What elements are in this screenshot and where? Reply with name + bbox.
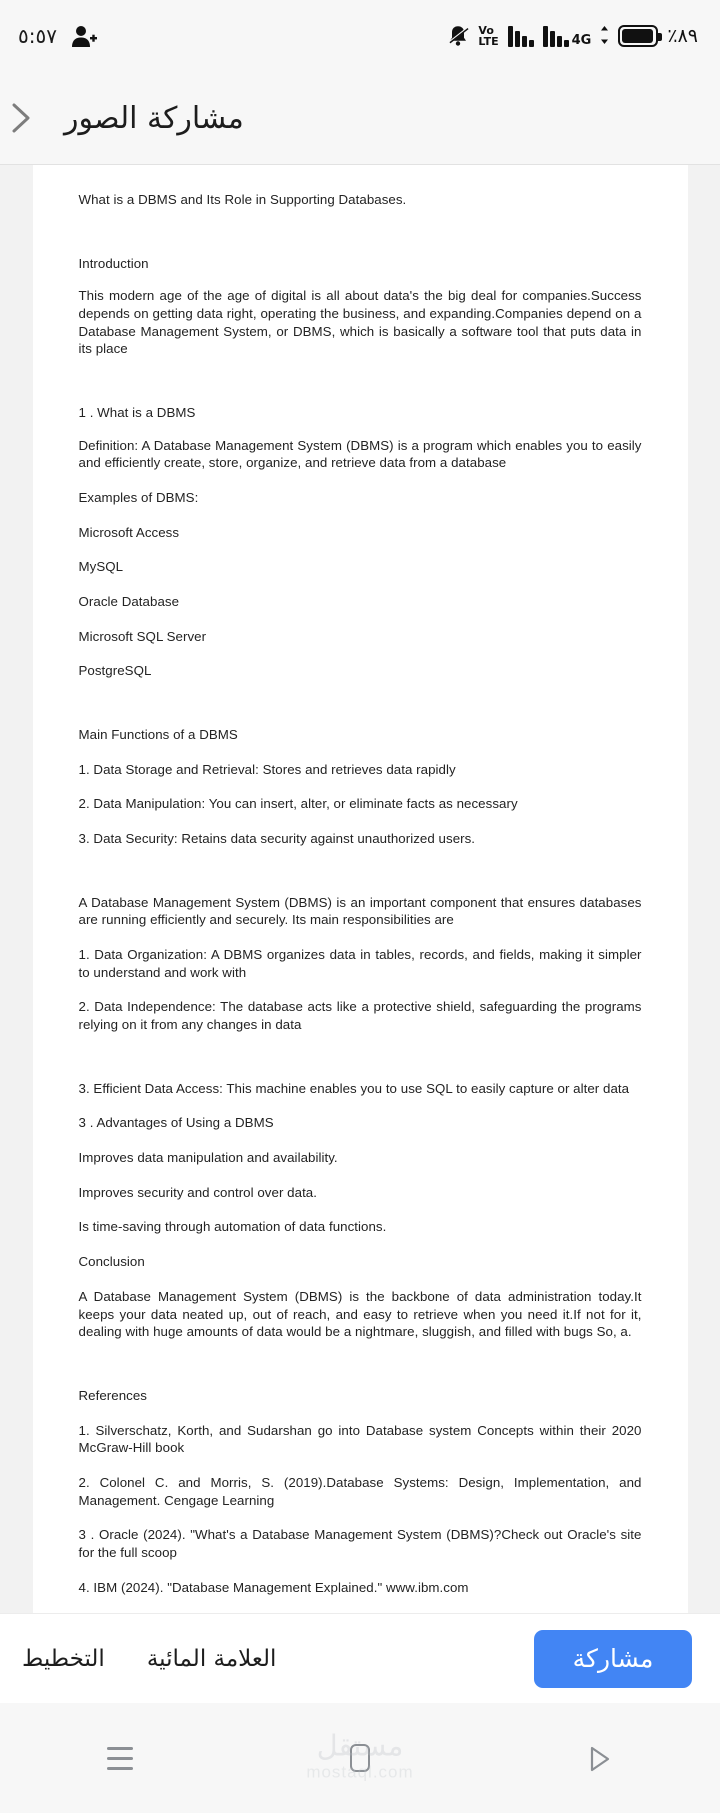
volte-icon <box>478 25 498 47</box>
reference-item: 4. IBM (2024). "Database Management Explained." www.ibm.com <box>78 1579 469 1595</box>
network-type-label: 4G <box>571 33 592 48</box>
app-bar <box>0 72 720 164</box>
document-viewport[interactable] <box>0 164 720 1613</box>
volte-line-1: Vo <box>478 24 494 37</box>
list-item: Microsoft SQL Server <box>78 628 207 644</box>
battery-percent-label: ٪٨٩ <box>667 25 698 47</box>
list-item: Improves security and control over data. <box>78 1184 317 1200</box>
reference-item: 1. Silverschatz, Korth, and Sudarshan go into Database system Concepts within their 2020 McGraw-Hill book <box>78 1422 642 1456</box>
list-item: 3. Data Security: Retains data security against unauthorized users. <box>78 831 476 847</box>
list-item: Improves data manipulation and availability. <box>78 1150 338 1166</box>
paragraph-definition: Definition: A Database Management System (DBMS) is a program which enables you to easily and efficiently create, store, organize, and retrieve data from a database <box>78 437 642 471</box>
list-item: PostgreSQL <box>78 663 152 679</box>
paragraph-conclusion: A Database Management System (DBMS) is the backbone of data administration today.It keeps your data neated up, out of reach, and easy to retrieve when you need it.If not for it, dealing with huge amounts of data would be a nightmare, sluggish, and filled with bugs So, a. <box>78 1288 642 1340</box>
signal-bars-icon <box>543 25 569 47</box>
volte-line-2: LTE <box>478 35 499 48</box>
heading-introduction: Introduction <box>78 255 149 271</box>
status-bar-left-group <box>447 24 698 48</box>
status-bar-right-group <box>18 23 97 49</box>
page-title: مشاركة الصور <box>64 100 244 136</box>
play-triangle-back-icon <box>587 1744 613 1772</box>
list-item: 1. Data Storage and Retrieval: Stores and retrieves data rapidly <box>78 761 456 777</box>
reference-item: 3 . Oracle (2024). "What's a Database Management System (DBMS)?Check out Oracle's site for the full scoop <box>78 1527 642 1560</box>
network-group-1 <box>543 25 592 47</box>
battery-icon <box>618 25 658 47</box>
list-item: 3. Efficient Data Access: This machine enables you to use SQL to easily capture or alter data <box>78 1080 630 1096</box>
share-button[interactable]: مشاركة <box>534 1630 692 1688</box>
signal-bars-icon-2 <box>508 25 534 47</box>
list-item: 2. Data Independence: The database acts like a protective shield, safeguarding the programs relying on it from any changes in data <box>78 999 642 1033</box>
doc-title: What is a DBMS and Its Role in Supporting Databases. <box>78 192 407 207</box>
paragraph-introduction: This modern age of the age of digital is all about data's the big deal for companies.Success depends on getting data right, operating the business, and expanding.Companies depend on a Database Management System, or DBMS, which is basically a software tool that puts data in its place <box>78 288 642 357</box>
list-item: Oracle Database <box>78 594 180 610</box>
status-clock: ٥:٥٧ <box>18 24 57 48</box>
heading-main-functions: Main Functions of a DBMS <box>78 727 238 743</box>
list-item: 2. Data Manipulation: You can insert, alter, or eliminate facts as necessary <box>78 796 518 812</box>
watermark-arabic-text: مستقل <box>316 1728 404 1763</box>
system-nav-bar <box>0 1703 720 1813</box>
list-item: 1. Data Organization: A DBMS organizes data in tables, records, and fields, making it simpler to understand and work with <box>78 947 642 980</box>
menu-lines-icon <box>107 1747 133 1770</box>
nav-home-button[interactable] <box>325 1723 395 1793</box>
document-page <box>33 165 688 1613</box>
label-examples: Examples of DBMS: <box>78 490 199 506</box>
action-bar <box>0 1613 720 1703</box>
bell-muted-icon <box>447 24 469 48</box>
tab-layout[interactable]: التخطيط <box>22 1645 105 1672</box>
list-item: MySQL <box>78 559 124 575</box>
action-tabs <box>22 1646 276 1672</box>
list-item: Is time-saving through automation of data functions. <box>78 1219 387 1235</box>
chevron-right-icon[interactable] <box>0 98 40 138</box>
person-add-icon <box>71 23 97 49</box>
status-bar <box>0 0 720 72</box>
nav-back-button[interactable] <box>565 1723 635 1793</box>
watermark-latin-text: mostaql.com <box>306 1762 414 1782</box>
heading-references: References <box>78 1387 147 1403</box>
heading-advantages: 3 . Advantages of Using a DBMS <box>78 1115 274 1131</box>
tab-watermark[interactable]: العلامة المائية <box>146 1645 277 1672</box>
reference-item: 2. Colonel C. and Morris, S. (2019).Database Systems: Design, Implementation, and Management. Cengage Learning <box>78 1474 642 1508</box>
heading-conclusion: Conclusion <box>78 1254 145 1270</box>
nav-recents-button[interactable] <box>85 1723 155 1793</box>
list-item: Microsoft Access <box>78 524 180 540</box>
data-transfer-arrow-icon <box>600 26 609 47</box>
paragraph-responsibilities: A Database Management System (DBMS) is an important component that ensures databases are running efficiently and securely. Its main responsibilities are <box>78 894 642 928</box>
heading-what-is-dbms: 1 . What is a DBMS <box>78 405 196 421</box>
home-square-icon <box>350 1744 370 1772</box>
